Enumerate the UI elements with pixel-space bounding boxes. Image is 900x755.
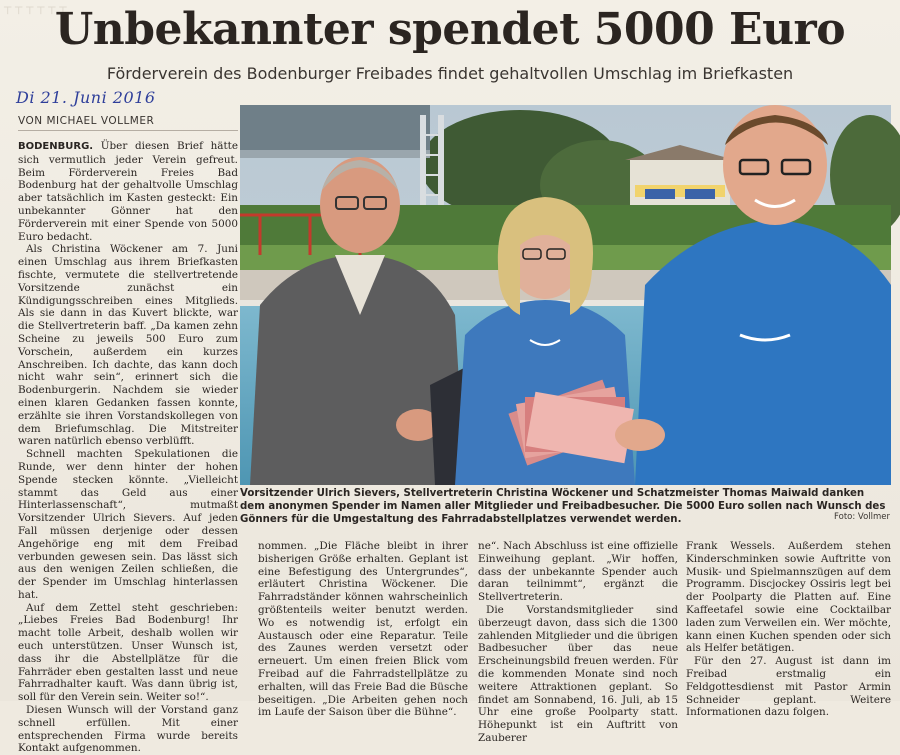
- article-photo: [240, 105, 891, 485]
- paragraph-4: Auf dem Zettel steht geschrieben: „Liebes Freies Bad Bodenburg! Ihr macht tolle Arbeit, deshalb wollen wir euch unterstützen. Unser Wunsch ist, dass ihr die Abstellplätze für die Fahrräder eben gestalten lasst und neue Fahrradhalter kauft. Was dann übrig ist, soll für den Verein sein. Weiter so!“.: [18, 601, 238, 704]
- photo-caption: Vorsitzender Ulrich Sievers, Stellvertreterin Christina Wöckener und Schatzmeister Thomas Maiwald danken dem anonymen Spender im Namen aller Mitglieder und Freibadbesucher. Die 5000 Euro sollen nach Wunsch des Gönners für die Umgestaltung des Fahrradabstellplatzes verwendet werden.: [240, 488, 886, 525]
- paragraph-5: Diesen Wunsch will der Vorstand ganz schnell erfüllen. Mit einer entsprechenden Firma wurde bereits Kontakt aufgenommen.: [18, 704, 238, 755]
- article-column-2: [258, 540, 468, 719]
- handwritten-date: Di 21. Juni 2016: [16, 88, 156, 107]
- column-2-text: nommen. „Die Fläche bleibt in ihrer bisherigen Größe erhalten. Geplant ist eine Befestigung des Untergrundes“, erläutert Christina Wöckener. Die Fahrradständer können wahrscheinlich größtenteils weiter benutzt werden. Wo es notwendig ist, erfolgt ein Austausch oder eine Reparatur. Teile des Zaunes werden versetzt oder erneuert. Um einen freien Blick vom Freibad auf die Fahrradstellplätze zu erhalten, will das Freie Bad die Büsche beseitigen. „Die Arbeiten gehen noch im Laufe der Saison über die Bühne“.: [258, 540, 468, 719]
- paragraph-3: Schnell machten Spekulationen die Runde, wer denn hinter der hohen Spende stecken könnte. „Vielleicht stammt das Geld aus einer Hinterlassenschaft“, mutmaßt Vorsitzender Ulrich Sievers. Auf jeden Fall müssen derjenige oder dessen Angehörige eng mit dem Freibad verbunden gewesen sein. Das lässt sich aus den wenigen Zeilen schließen, die der Spender im Umschlag hinterlassen hat.: [18, 448, 238, 601]
- bleed-through-text: ┬ ┬ ┬ ┬ ┬ ┬: [4, 0, 67, 14]
- article-column-1: [18, 140, 238, 755]
- photo-illustration: [240, 105, 891, 485]
- paragraph-2: Als Christina Wöckener am 7. Juni einen Umschlag aus ihrem Briefkasten fischte, vermutete die stellvertretende Vorsitzende zunächst ein Kündigungsschreiben eines Mitglieds. Als sie dann in das Kuvert blickte, war die Stellvertreterin baff. „Da kamen zehn Scheine zu jeweils 500 Euro zum Vorschein, außerdem ein kurzes Anschreiben. Ich dachte, das kann doch nicht wahr sein“, erinnert sich die Bodenburgerin. Nachdem sie wieder einen klaren Gedanken fassen konnte, erzählte sie ihren Vorstandskollegen von dem Briefumschlag. Die Mitstreiter waren natürlich ebenso verblüfft.: [18, 243, 238, 448]
- article-headline: Unbekannter spendet 5000 Euro: [54, 4, 846, 55]
- paragraph-1: [18, 140, 238, 243]
- photo-credit: Foto: Vollmer: [834, 512, 890, 522]
- dateline: BODENBURG.: [18, 141, 94, 152]
- article-column-4: [686, 540, 891, 719]
- byline: VON MICHAEL VOLLMER: [18, 115, 238, 131]
- column-3-paragraph-2: Die Vorstandsmitglieder sind überzeugt davon, dass sich die 1300 zahlenden Mitglieder und die übrigen Badbesucher über das neue Erscheinungsbild freuen werden. Für die kommenden Monate sind noch weitere Attraktionen geplant. So findet am Sonnabend, 16. Juli, ab 15 Uhr eine große Poolparty statt. Höhepunkt ist ein Auftritt von Zauberer: [478, 603, 678, 744]
- paragraph-1-text: Über diesen Brief hätte sich vermutlich jeder Verein gefreut. Beim Förderverein Freies Bad Bodenburg hat der gehaltvolle Umschlag aber tatsächlich im Kasten gesteckt: Ein unbekannter Gönner hat den Förderverein mit einer Spende von 5000 Euro bedacht.: [18, 140, 238, 243]
- article-column-3: [478, 540, 678, 744]
- column-4-paragraph-2: Für den 27. August ist dann im Freibad erstmalig ein Feldgottesdienst mit Pastor Armin Schneider geplant. Weitere Informationen dazu folgen.: [686, 655, 891, 719]
- column-4-paragraph-1: Frank Wessels. Außerdem stehen Kinderschminken sowie Auftritte von Musik- und Spielmannszügen auf dem Programm. Discjockey Ossiris legt bei der Poolparty die Platten auf. Eine Kaffeetafel sowie eine Cocktailbar laden zum Verweilen ein. Wer möchte, kann einen Kuchen spenden oder sich als Helfer betätigen.: [686, 540, 891, 655]
- article-subheadline: Förderverein des Bodenburger Freibades findet gehaltvollen Umschlag im Briefkasten: [106, 64, 794, 83]
- column-3-paragraph-1: ne“. Nach Abschluss ist eine offizielle Einweihung geplant. „Wir hoffen, dass der unbekannte Spender auch daran teilnimmt“, ergänzt die Stellvertreterin.: [478, 540, 678, 604]
